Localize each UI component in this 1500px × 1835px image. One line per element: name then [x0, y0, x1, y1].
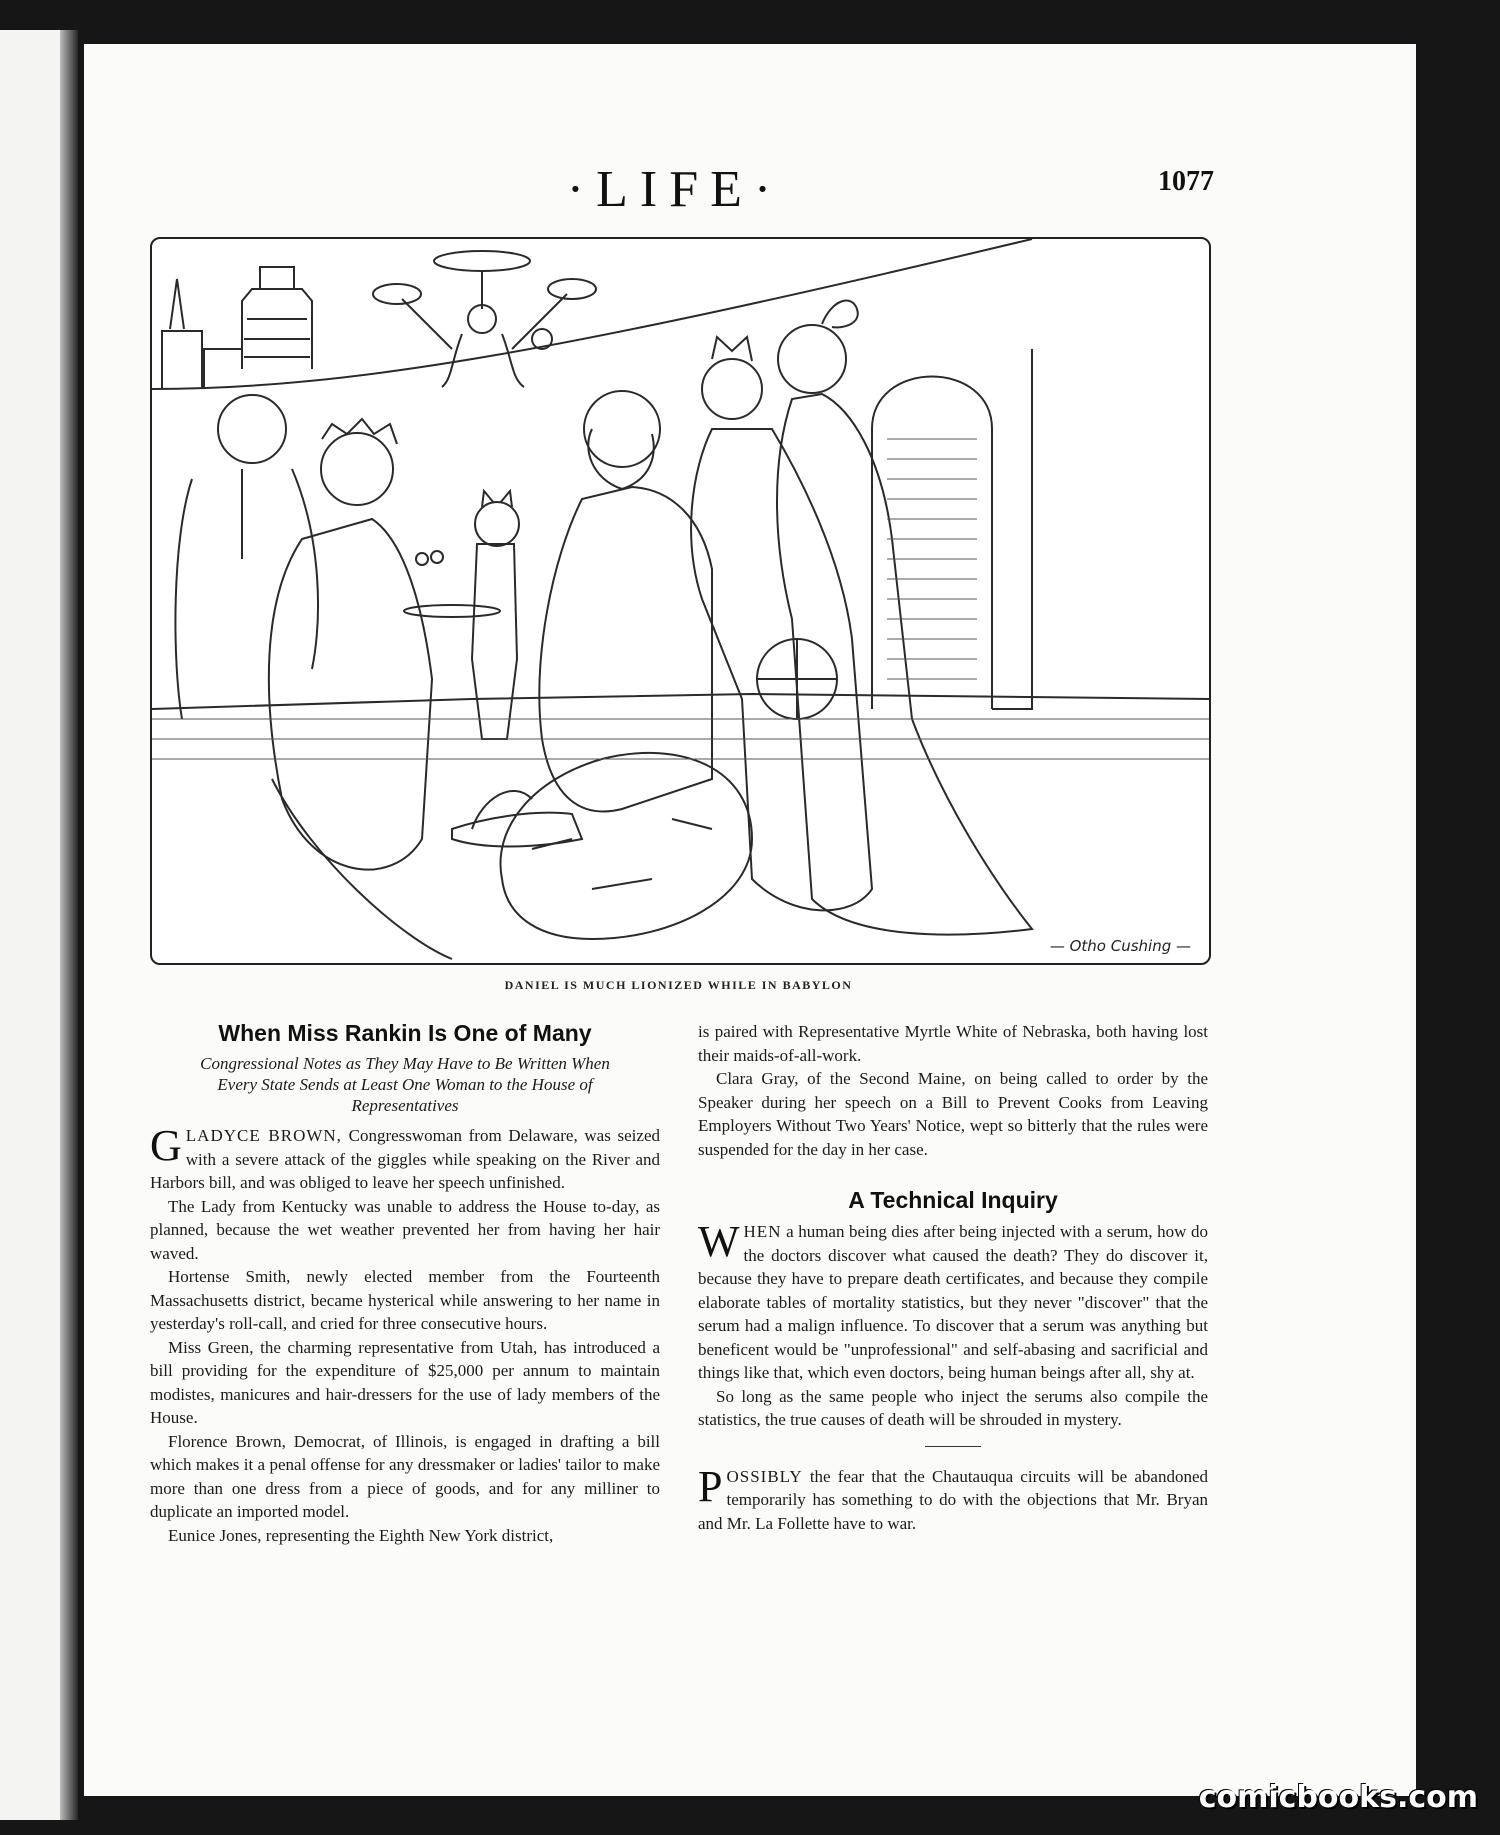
- article-paragraph: Clara Gray, of the Second Maine, on being called to order by the Speaker during her speech on a Bill to Prevent Cooks from Leaving Employers Without Two Years' Notice, wept so bitterly that the rules were suspended for the day in her case.: [698, 1069, 1208, 1159]
- article-paragraph: [698, 1217, 1208, 1385]
- article-title: When Miss Rankin Is One of Many: [218, 1020, 592, 1046]
- article-paragraph: [698, 1461, 1208, 1536]
- cartoon-caption: DANIEL IS MUCH LIONIZED WHILE IN BABYLON: [504, 978, 853, 992]
- article-paragraph: Hortense Smith, newly elected member from the Fourteenth Massachusetts district, became hysterical while answering to her name in yesterday's roll-call, and cried for three consecutive hours.: [150, 1267, 660, 1333]
- lead-in-caps: LADYCE BROWN,: [185, 1126, 342, 1145]
- artist-signature: — Otho Cushing —: [1049, 937, 1191, 955]
- site-watermark: comicbooks.com: [1198, 1780, 1478, 1815]
- article-paragraph: The Lady from Kentucky was unable to address the House to-day, as planned, because the wet weather prevented her from having her hair waved.: [150, 1196, 660, 1263]
- right-column: [698, 1020, 1208, 1535]
- page-number: 1077: [1158, 166, 1214, 197]
- drop-cap: P: [698, 1461, 723, 1511]
- masthead: ·LIFE·: [566, 161, 784, 218]
- page-gutter-shadow: [60, 30, 78, 1820]
- left-column: [150, 1020, 660, 1547]
- article-paragraph: is paired with Representative Myrtle White of Nebraska, both having lost their maids-of-all-work.: [698, 1022, 1208, 1065]
- article-title: A Technical Inquiry: [848, 1187, 1058, 1213]
- previous-page-edge: [0, 30, 66, 1820]
- article-paragraph: So long as the same people who inject the serums also compile the statistics, the true causes of death will be shrouded in mystery.: [698, 1386, 1208, 1429]
- paragraph-text: the fear that the Chautauqua circuits will be abandoned temporarily has something to do with the objections that Mr. Bryan and Mr. La Follette have to war.: [698, 1466, 1208, 1533]
- article-paragraph: Eunice Jones, representing the Eighth New York district,: [168, 1525, 554, 1545]
- lead-in-caps: OSSIBLY: [726, 1466, 803, 1486]
- lead-in-caps: HEN: [743, 1222, 782, 1241]
- article-subtitle: Congressional Notes as They May Have to Be Written When Every State Sends at Least One Woman to the House of Representatives: [200, 1054, 610, 1115]
- cartoon-drawing: [152, 239, 1209, 963]
- cartoon-illustration: [150, 237, 1211, 965]
- paragraph-text: a human being dies after being injected with a serum, how do the doctors discover what caused the death? They do discover it, because they have to prepare death certificates, and because they compile elaborate tables of mortality statistics, but they never "discover" that the serum had a malign influence. To discover that a serum was anything but beneficent would be "unprofessional" and self-abasing and sacrificial and things like that, which even doctors, being human beings after all, shy at.: [698, 1222, 1208, 1382]
- article-paragraph: [150, 1121, 660, 1195]
- article-paragraph: Miss Green, the charming representative from Utah, has introduced a bill providing for the expenditure of $25,000 per annum to maintain modistes, manicures and hair-dressers for the use of lady members of the House.: [150, 1337, 660, 1427]
- drop-cap: G: [150, 1121, 182, 1170]
- paragraph-text: Congresswoman from Delaware, was seized with a severe attack of the giggles while speaking on the River and Harbors bill, and was obliged to leave her speech unfinished.: [150, 1126, 660, 1192]
- section-divider: [925, 1446, 981, 1447]
- article-paragraph: Florence Brown, Democrat, of Illinois, is engaged in drafting a bill which makes it a penal offense for any dressmaker or ladies' tailor to make more than one dress from a piece of goods, and for any milliner to duplicate an imported model.: [150, 1431, 660, 1521]
- drop-cap: W: [698, 1217, 740, 1266]
- balcony-arc: [152, 239, 1032, 389]
